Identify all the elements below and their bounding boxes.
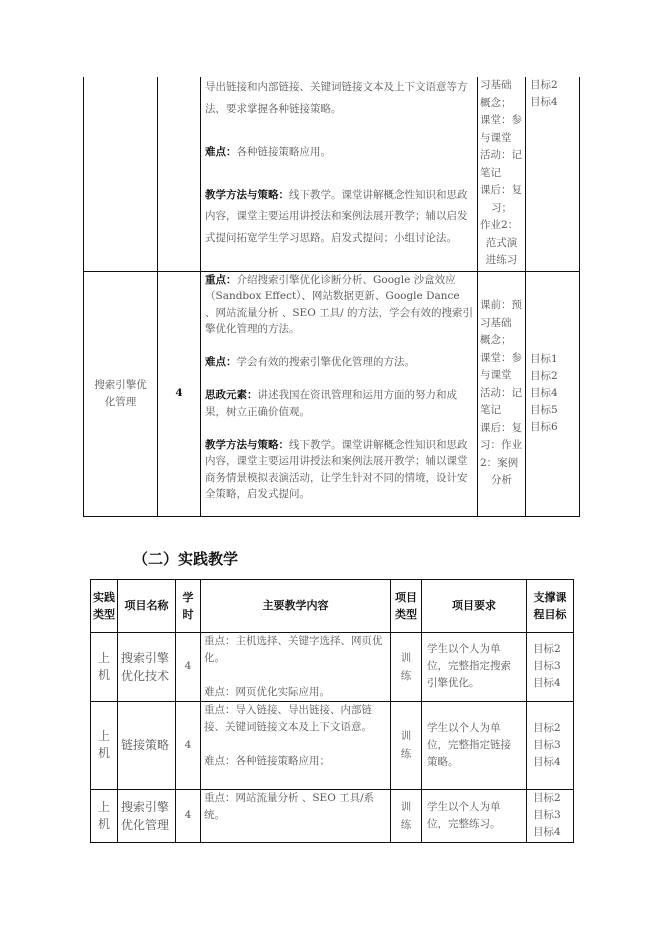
goals-cell: 目标2 目标3 目标4 [527,789,574,842]
goals-cell [526,271,580,516]
module-name-cell [84,77,158,271]
goals-cell: 目标2 目标3 目标4 [527,632,574,701]
project-type-cell: 训练 [391,632,422,701]
hours-cell [158,77,201,271]
hours-cell: 4 [176,789,201,842]
hours-cell: 4 [158,271,201,516]
header-row [91,579,574,632]
cell-line: 与课堂 [480,131,512,144]
key-label: 重点： [205,273,237,286]
column-header: 学时 [176,579,201,632]
content-cell [201,271,478,516]
project-name-cell: 链接策略 [118,701,176,789]
project-name-cell: 搜索引擎优化管理 [118,789,176,842]
cell-line: 活动：记 [480,386,522,399]
content-text: 导出链接和内部链接、关键词链接文本及上下文语意等方法，要求掌握各种链接策略。 [205,81,468,115]
cell-line: 概念； [480,334,512,347]
table-row [91,632,574,701]
table-row [91,701,574,789]
column-header: 实践类型 [91,579,118,632]
activities-cell [478,271,526,516]
ideology-text: 讲述我国在资讯管理和运用方面的努力和成果，树立正确价值观。 [205,389,457,418]
table-row [84,77,580,271]
cell-line: 与课堂 [480,369,512,382]
column-header: 项目要求 [422,579,527,632]
cell-line: 目标2 [530,79,558,91]
cell-line: 课后：复 [480,184,522,196]
difficulty-text: 各种链接策略应用。 [236,145,331,158]
difficulty-text: 学会有效的搜索引擎优化管理的方法。 [236,356,415,368]
project-name-cell: 搜索引擎优化技术 [118,632,176,701]
cell-line: 概念； [480,96,512,109]
practice-table [90,579,574,843]
practice-type-cell: 上机 [91,701,118,789]
difficulty-text: 难点：各种链接策略应用； [204,754,330,767]
ideology-label: 思政元素： [205,389,258,401]
cell-line: 目标6 [530,421,558,433]
hours-cell: 4 [176,701,201,789]
difficulty-label: 难点： [205,145,237,158]
difficulty-text: 难点：网页优化实际应用。 [204,685,330,698]
key-text: 重点：主机选择、关键字选择、网页优化。 [204,634,383,664]
cell-line: 笔记 [480,166,501,179]
cell-line: 目标2 [530,370,558,382]
practice-type-cell: 上机 [91,789,118,842]
cell-line: 笔记 [480,404,501,417]
cell-line: 目标5 [530,404,558,416]
cell-line: 课前：预 [480,299,522,312]
practice-type-cell: 上机 [91,632,118,701]
cell-line: 习基础 [480,79,512,91]
column-header: 项目名称 [118,579,176,632]
requirement-cell: 学生以个人为单位，完整指定链接策略。 [422,701,527,789]
goals-cell: 目标2 目标3 目标4 [527,701,574,789]
cell-line: 目标4 [530,96,558,108]
cell-line: 课堂：参 [480,114,522,126]
table-row [84,271,580,516]
section-title: （二）实践教学 [133,549,239,568]
module-name-cell: 搜索引擎优化管理 [84,271,158,516]
content-cell [201,632,391,701]
column-header: 主要教学内容 [201,579,391,632]
activities-cell [478,77,526,271]
cell-line: 习：作业 [480,439,522,452]
goals-cell [526,77,580,271]
method-label: 教学方法与策略： [205,188,289,201]
cell-line: 作业2： [480,219,519,231]
cell-line: 活动：记 [480,149,522,161]
table-row [91,789,574,842]
cell-line: 目标4 [530,387,558,399]
cell-line: 课堂：参 [480,351,522,364]
cell-line: 习； [491,201,512,214]
column-header: 项目类型 [391,579,422,632]
method-text: 线下教学。课堂讲解概念性知识和思政内容，课堂主要运用讲授法和案例法展开教学；辅以启发式提问拓宽学生学习思路。启发式提问；小组讨论法。 [205,188,468,244]
cell-line: 进练习 [485,254,518,266]
difficulty-label: 难点： [205,356,237,368]
cell-line: 2：案例 [480,456,519,469]
requirement-cell: 学生以个人为单位，完整练习。 [422,789,527,842]
column-header: 支撑课程目标 [527,579,574,632]
content-cell [201,701,391,789]
cell-line: 范式演 [485,236,518,249]
method-text: 线下教学。课堂讲解概念性知识和思政内容，课堂主要运用讲授法和案例法展开教学；辅以课堂商务情景模拟表演活动，让学生针对不同的情境，设计安全策略，启发式提问。 [205,438,468,500]
key-text: 重点：导入链接、导出链接、内部链接、关键词链接文本及上下文语意。 [204,703,372,733]
cell-line: 习基础 [480,316,512,329]
hours-cell: 4 [176,632,201,701]
project-type-cell: 训练 [391,789,422,842]
key-text: 重点：网站流量分析 、SEO 工具/系统。 [204,791,375,821]
content-cell [201,789,391,842]
project-type-cell: 训练 [391,701,422,789]
key-text: 介绍搜索引擎优化诊断分析、Google 沙盒效应（Sandbox Effect）、网站数据更新、Google Dance 、网站流量分析 、SEO 工具/ 的方法，学会有效的搜索引擎优化管理的方法。 [205,273,474,335]
cell-line: 分析 [491,474,512,487]
content-cell [201,77,478,271]
cell-line: 课后：复 [480,421,522,434]
requirement-cell: 学生以个人为单位，完整指定搜索引擎优化。 [422,632,527,701]
method-label: 教学方法与策略： [205,438,289,451]
cell-line: 目标1 [530,353,558,365]
theory-table [83,77,580,517]
